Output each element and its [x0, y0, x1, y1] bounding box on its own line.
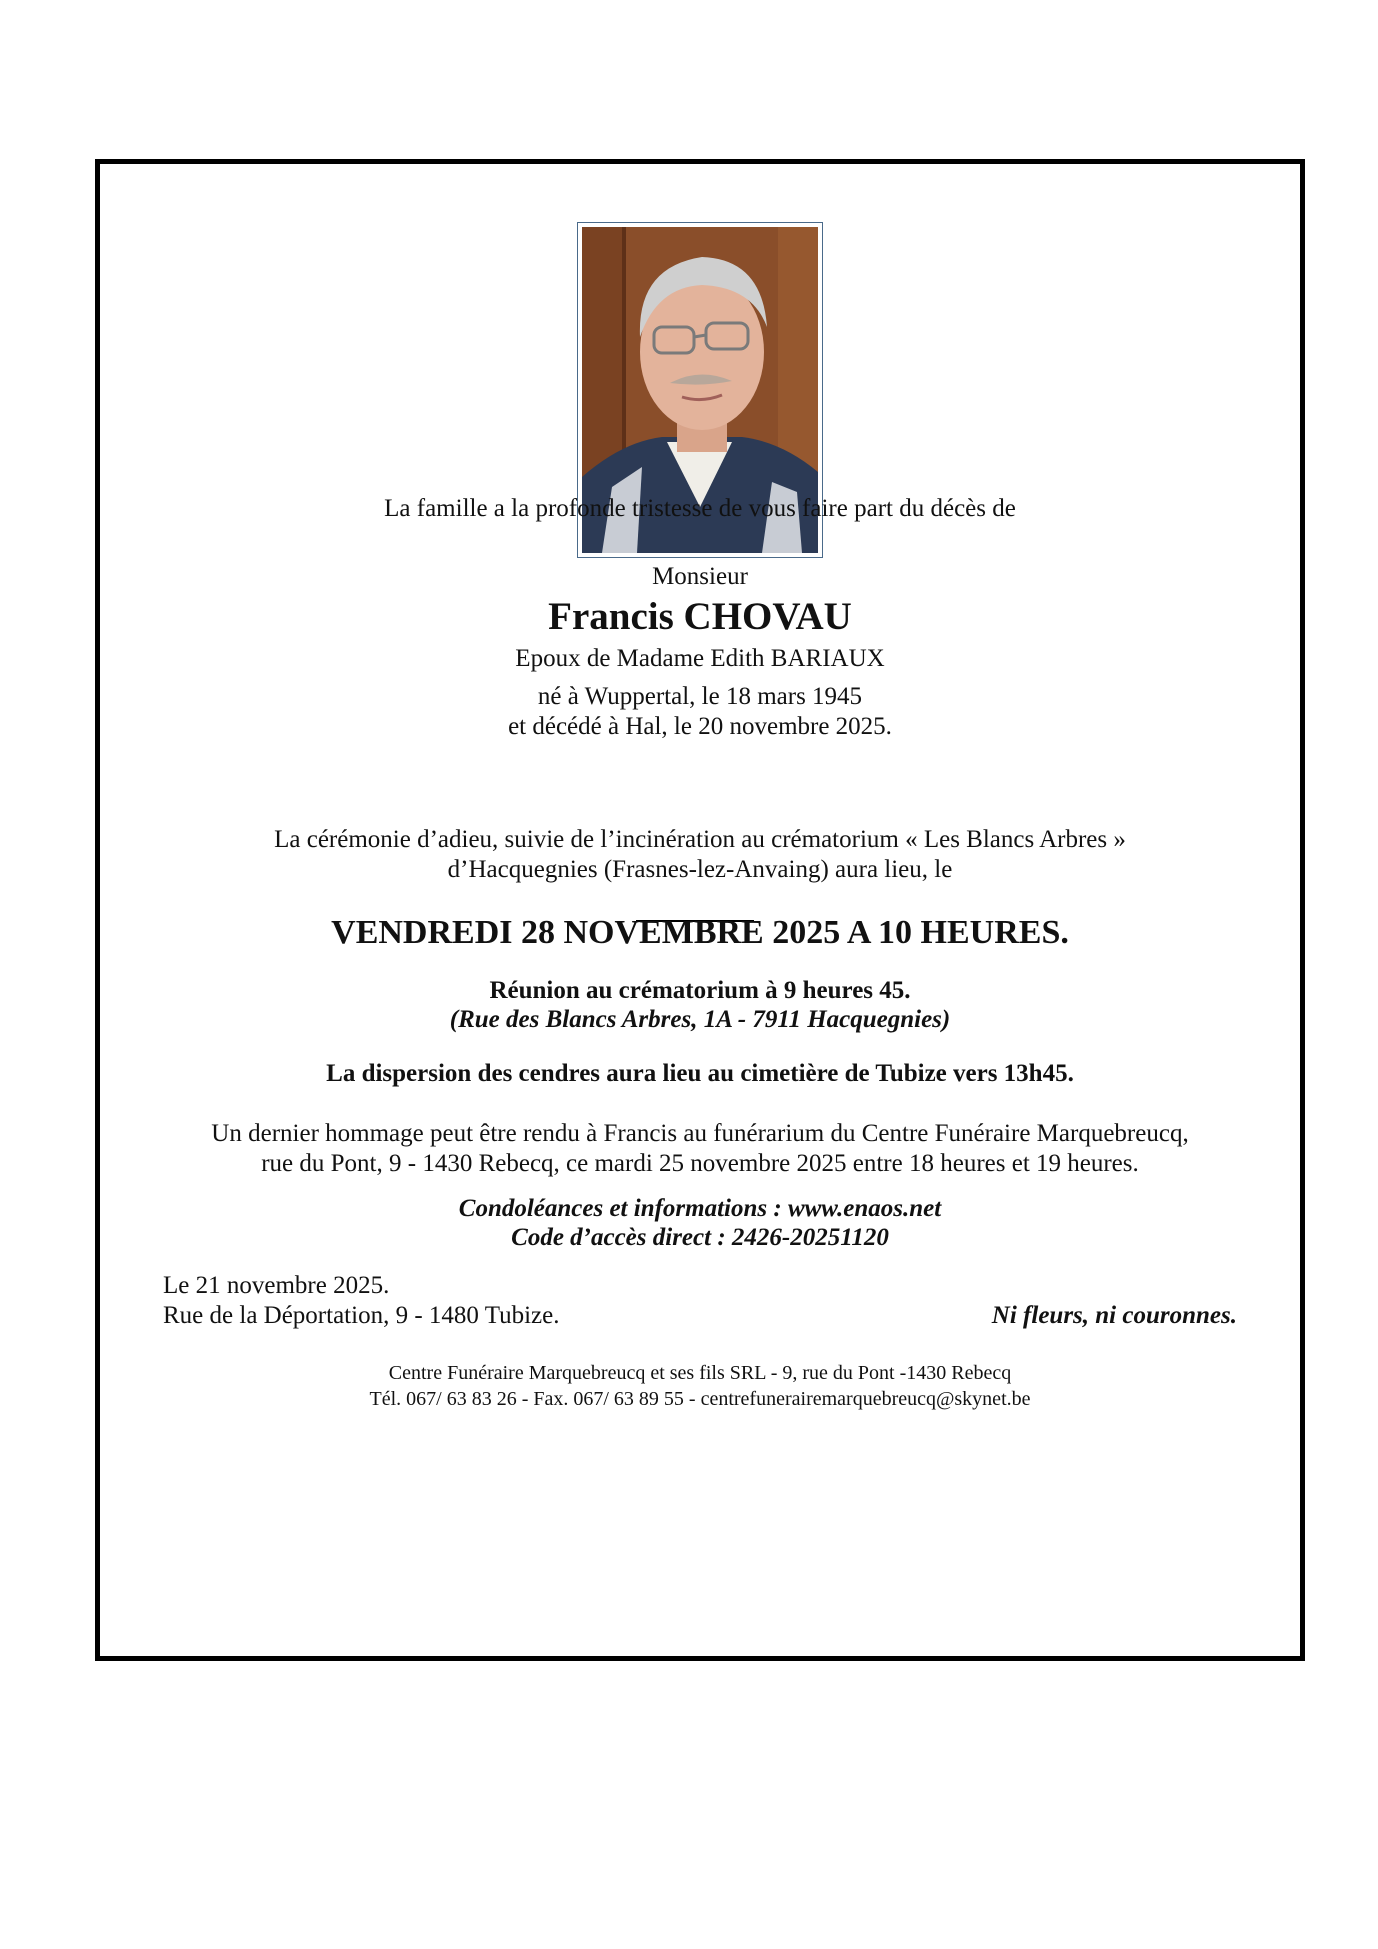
condolences-line: Condoléances et informations : www.enaos.net	[458, 1195, 942, 1222]
intro-text: La famille a la profonde tristesse de vous faire part du décès de	[384, 495, 1016, 522]
spouse-text: Epoux de Madame Edith BARIAUX	[515, 645, 885, 672]
access-code-line: Code d’accès direct : 2426-20251120	[511, 1224, 889, 1251]
flowers-notice: Ni fleurs, ni couronnes.	[991, 1302, 1237, 1329]
ceremony-line-1: La cérémonie d’adieu, suivie de l’incinération au crématorium « Les Blancs Arbres »	[274, 826, 1126, 853]
crematorium-address: (Rue des Blancs Arbres, 1A - 7911 Hacquegnies)	[449, 1006, 951, 1033]
honorific: Monsieur	[652, 563, 748, 590]
meeting-text: Réunion au crématorium à 9 heures 45.	[489, 977, 911, 1004]
birth-text: né à Wuppertal, le 18 mars 1945	[537, 683, 863, 710]
tribute-line-1: Un dernier hommage peut être rendu à Francis au funérarium du Centre Funéraire Marquebreucq,	[211, 1120, 1189, 1147]
ceremony-line-2: d’Hacquegnies (Frasnes-lez-Anvaing) aura lieu, le	[447, 856, 953, 883]
family-address: Rue de la Déportation, 9 - 1480 Tubize.	[163, 1302, 560, 1329]
death-text: et décédé à Hal, le 20 novembre 2025.	[508, 713, 892, 740]
closing-date: Le 21 novembre 2025.	[163, 1272, 390, 1299]
footer-line-1: Centre Funéraire Marquebreucq et ses fils SRL - 9, rue du Pont -1430 Rebecq	[388, 1362, 1012, 1384]
tribute-line-2: rue du Pont, 9 - 1430 Rebecq, ce mardi 25 novembre 2025 entre 18 heures et 19 heures.	[261, 1150, 1139, 1177]
dispersion-text: La dispersion des cendres aura lieu au cimetière de Tubize vers 13h45.	[326, 1060, 1074, 1087]
deceased-name: Francis CHOVAU	[548, 595, 852, 638]
footer-line-2: Tél. 067/ 63 83 26 - Fax. 067/ 63 89 55 - centrefunerairemarquebreucq@skynet.be	[369, 1388, 1031, 1410]
ceremony-date: VENDREDI 28 NOVEMBRE 2025 A 10 HEURES.	[331, 914, 1069, 951]
